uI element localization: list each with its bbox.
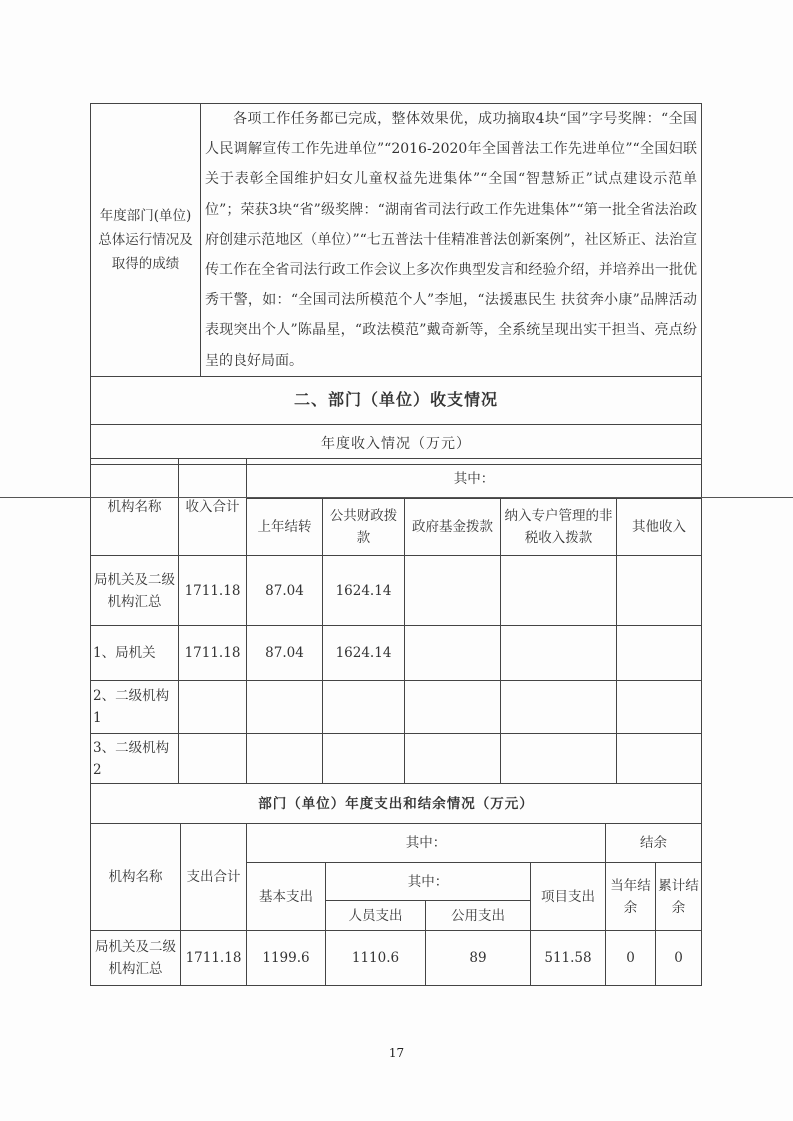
table-row bbox=[91, 734, 702, 784]
header-project: 项目支出 bbox=[531, 863, 606, 931]
cell-org: 局机关及二级机构汇总 bbox=[91, 556, 179, 626]
cell bbox=[617, 734, 702, 784]
cell: 89 bbox=[426, 931, 531, 986]
page-number: 17 bbox=[388, 1046, 405, 1060]
scan-line bbox=[0, 497, 793, 498]
cell: 0 bbox=[656, 931, 702, 986]
cell: 1199.6 bbox=[247, 931, 326, 986]
cell: 87.04 bbox=[247, 556, 323, 626]
cell: 1711.18 bbox=[179, 556, 247, 626]
cell bbox=[501, 734, 617, 784]
cell bbox=[617, 681, 702, 734]
cell: 1110.6 bbox=[326, 931, 426, 986]
header-surplus: 结余 bbox=[606, 824, 702, 863]
cell bbox=[405, 556, 501, 626]
cell bbox=[617, 556, 702, 626]
cell bbox=[323, 734, 405, 784]
table-row bbox=[91, 556, 702, 626]
header-current-surplus: 当年结余 bbox=[606, 863, 656, 931]
header-cumulative-surplus: 累计结余 bbox=[656, 863, 702, 931]
cell bbox=[617, 626, 702, 681]
header-nontax: 纳入专户管理的非税收入拨款 bbox=[501, 499, 617, 556]
header-qizhong: 其中： bbox=[247, 824, 606, 863]
cell bbox=[405, 734, 501, 784]
cell: 87.04 bbox=[247, 626, 323, 681]
table-row bbox=[91, 681, 702, 734]
header-public-finance: 公共财政拨款 bbox=[323, 499, 405, 556]
cell bbox=[247, 681, 323, 734]
cell: 1711.18 bbox=[181, 931, 247, 986]
header-personnel: 人员支出 bbox=[326, 901, 426, 931]
header-gov-fund: 政府基金拨款 bbox=[405, 499, 501, 556]
expense-title: 部门（单位）年度支出和结余情况（万元） bbox=[91, 784, 702, 824]
table-row bbox=[91, 931, 702, 986]
section-title: 二、部门（单位）收支情况 bbox=[91, 376, 702, 424]
header-total: 支出合计 bbox=[181, 824, 247, 931]
cell bbox=[501, 626, 617, 681]
header-total: 收入合计 bbox=[179, 459, 247, 556]
cell-org: 2、二级机构1 bbox=[91, 681, 179, 734]
cell: 511.58 bbox=[531, 931, 606, 986]
table-row bbox=[91, 626, 702, 681]
cell: 1624.14 bbox=[323, 556, 405, 626]
header-qizhong: 其中： bbox=[247, 459, 702, 499]
header-carryover: 上年结转 bbox=[247, 499, 323, 556]
cell: 0 bbox=[606, 931, 656, 986]
cell-org: 局机关及二级机构汇总 bbox=[91, 931, 181, 986]
income-table bbox=[90, 458, 702, 824]
cell bbox=[405, 681, 501, 734]
cell: 1711.18 bbox=[179, 626, 247, 681]
cell-org: 3、二级机构2 bbox=[91, 734, 179, 784]
header-basic: 基本支出 bbox=[247, 863, 326, 931]
expense-table bbox=[90, 823, 702, 986]
cell-org: 1、局机关 bbox=[91, 626, 179, 681]
header-qizhong-2: 其中： bbox=[326, 863, 531, 901]
cell bbox=[405, 626, 501, 681]
cell bbox=[323, 681, 405, 734]
header-other: 其他收入 bbox=[617, 499, 702, 556]
cell bbox=[179, 681, 247, 734]
header-org: 机构名称 bbox=[91, 824, 181, 931]
cell bbox=[179, 734, 247, 784]
overview-text: 各项工作任务都已完成，整体效果优，成功摘取4块“国”字号奖牌：“全国人民调解宣传工作先进单位”“2016-2020年全国普法工作先进单位”“全国妇联关于表彰全国维护妇女儿童权益先进集体”“全国“智慧矫正”试点建设示范单位”；荣获3块“省”级奖牌：“湖南省司法行政工作先进集体”“第一批全省法治政府创建示范地区（单位）”“七五普法十佳精准普法创新案例”，社区矫正、法治宣传工作在全省司法行政工作会议上多次作典型发言和经验介绍，并培养出一批优秀干警，如：“全国司法所模范个人”李旭，“法援惠民生 扶贫奔小康”品牌活动表现突出个人”陈晶星，“政法模范”戴奇新等，全系统呈现出实干担当、亮点纷呈的良好局面。 bbox=[201, 104, 702, 377]
overview-table bbox=[90, 103, 702, 465]
overview-label: 年度部门(单位)总体运行情况及取得的成绩 bbox=[91, 104, 201, 377]
header-org: 机构名称 bbox=[91, 459, 179, 556]
income-title: 年度收入情况（万元） bbox=[91, 424, 702, 464]
cell bbox=[501, 681, 617, 734]
cell bbox=[247, 734, 323, 784]
cell bbox=[501, 556, 617, 626]
cell: 1624.14 bbox=[323, 626, 405, 681]
header-public-use: 公用支出 bbox=[426, 901, 531, 931]
